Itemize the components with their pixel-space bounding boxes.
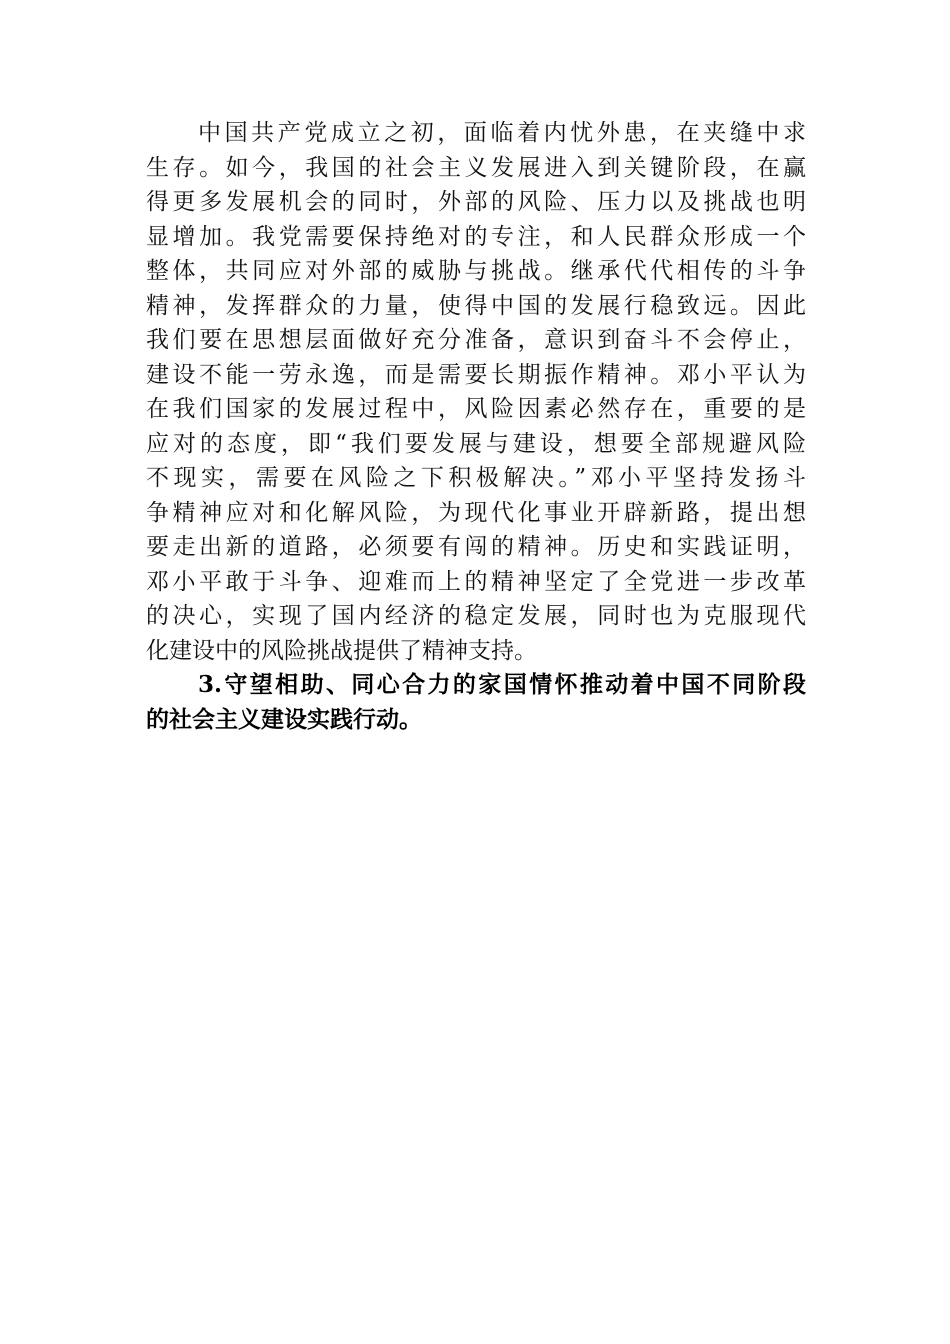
paragraph-line: 化建设中的风险挑战提供了精神支持。 <box>146 637 537 664</box>
paragraph-line: 得更多发展机会的同时，外部的风险、压力以及挑战也明 <box>146 189 806 215</box>
page-content <box>146 116 806 737</box>
paragraph-line: 不现实，需要在风险之下积极解决。”邓小平坚持发扬斗 <box>146 465 806 491</box>
heading-line: 的社会主义建设实践行动。 <box>146 705 422 733</box>
paragraph-line: 整体，共同应对外部的威胁与挑战。继承代代相传的斗争 <box>146 258 806 284</box>
heading-line: 3.守望相助、同心合力的家国情怀推动着中国不同阶段 <box>198 671 806 698</box>
paragraph-line: 精神，发挥群众的力量，使得中国的发展行稳致远。因此 <box>146 292 806 319</box>
section-heading <box>146 668 806 737</box>
paragraph-line: 应对的态度，即“我们要发展与建设，想要全部规避风险 <box>146 430 806 457</box>
paragraph-line: 我们要在思想层面做好充分准备，意识到奋斗不会停止， <box>146 327 806 353</box>
paragraph-line: 建设不能一劳永逸，而是需要长期振作精神。邓小平认为 <box>146 361 806 388</box>
paragraph-line: 在我们国家的发展过程中，风险因素必然存在，重要的是 <box>146 396 806 422</box>
paragraph-line: 的决心，实现了国内经济的稳定发展，同时也为克服现代 <box>146 603 806 629</box>
paragraph-line: 显增加。我党需要保持绝对的专注，和人民群众形成一个 <box>146 223 806 250</box>
body-paragraph <box>146 116 806 668</box>
paragraph-line: 争精神应对和化解风险，为现代化事业开辟新路，提出想 <box>146 499 806 526</box>
paragraph-line: 邓小平敢于斗争、迎难而上的精神坚定了全党进一步改革 <box>146 568 806 595</box>
paragraph-line: 中国共产党成立之初，面临着内忧外患，在夹缝中求 <box>198 120 806 146</box>
paragraph-line: 生存。如今，我国的社会主义发展进入到关键阶段，在赢 <box>146 154 806 181</box>
paragraph-line: 要走出新的道路，必须要有闯的精神。历史和实践证明， <box>146 534 806 560</box>
